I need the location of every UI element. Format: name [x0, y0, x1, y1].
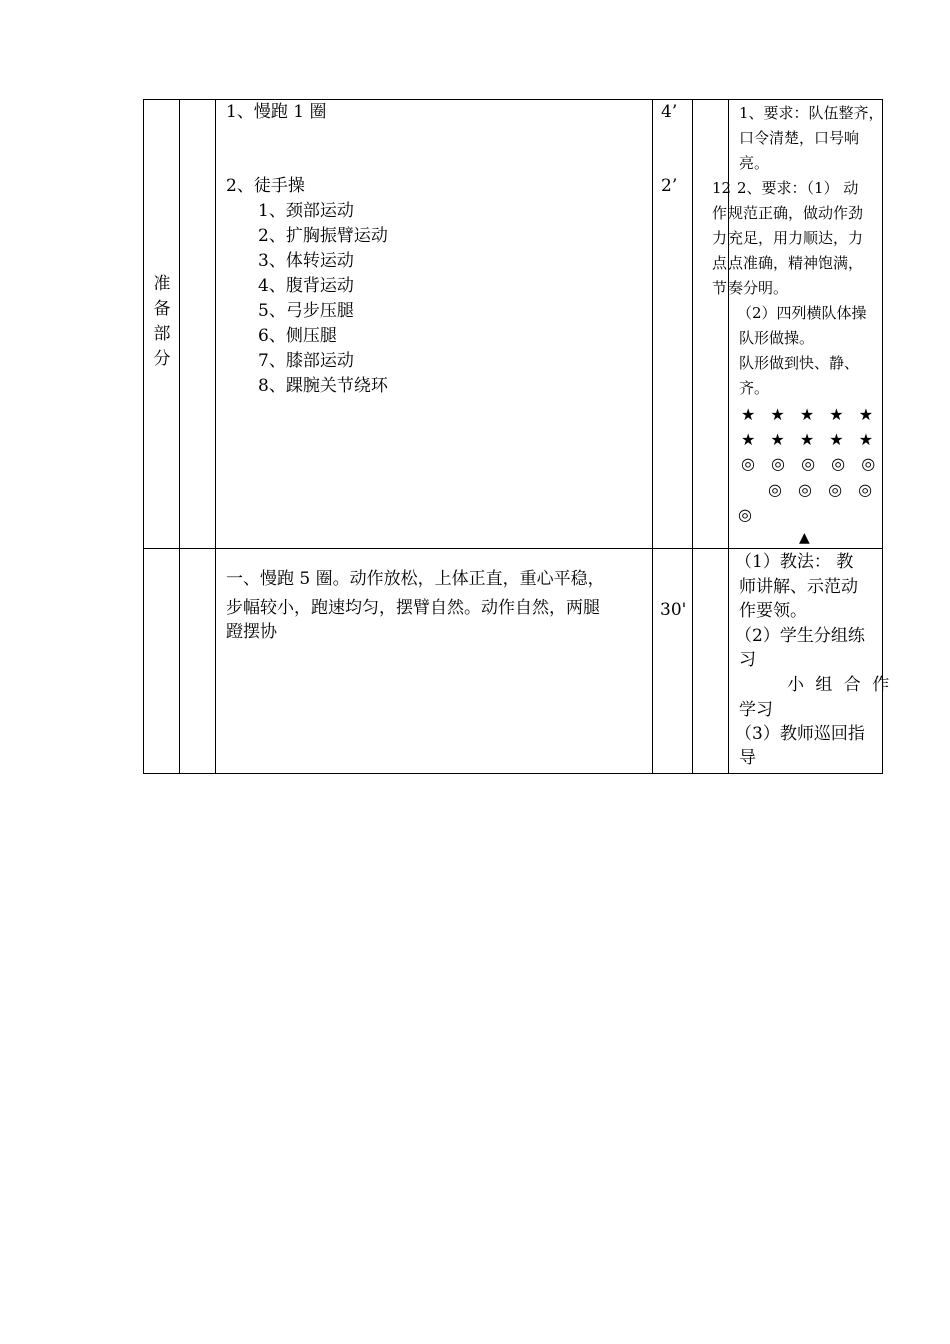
note-line: 导 [739, 748, 756, 768]
table-bottom-border [143, 773, 883, 774]
column-divider [179, 99, 180, 774]
time-value: 30' [660, 600, 687, 620]
note-line: 学习 [739, 700, 773, 720]
formation-row-students: ★ ★ ★ ★ ★ [741, 430, 874, 449]
time-value: 4’ [661, 102, 678, 122]
column-divider [652, 99, 653, 774]
section-label-char: 准 [153, 274, 171, 294]
note-line: （2）四列横队体操 [737, 304, 867, 322]
note-line: 奏分明。 [728, 279, 789, 297]
note-line: 队形做到快、静、 [739, 354, 860, 372]
teacher-marker-icon: ▲ [799, 530, 810, 546]
note-line: （1）教法： 教 [735, 552, 854, 572]
formation-row-circles: ◎ ◎ ◎ ◎ ◎ [741, 454, 876, 473]
row-divider [143, 548, 883, 549]
note-line: 1、要求：队伍整齐， [739, 104, 884, 122]
exercise-item: 5、弓步压腿 [258, 301, 354, 321]
overflow-char: 节 [712, 279, 728, 297]
exercise-item: 2、扩胸振臂运动 [258, 226, 388, 246]
note-line: 亮。 [739, 154, 770, 172]
section-label [150, 272, 174, 372]
formation-row-circles: ◎ ◎ ◎ ◎ [768, 480, 873, 499]
section-label-char: 分 [153, 349, 171, 369]
note-line: 队形做操。 [739, 329, 815, 347]
content-line: 蹬摆协 [226, 622, 277, 642]
section-label-char: 备 [153, 299, 171, 319]
content-line: 步幅较小，跑速均匀，摆臂自然。动作自然，两腿 [226, 598, 600, 618]
column-divider [692, 99, 693, 774]
exercise-item: 7、膝部运动 [258, 351, 354, 371]
exercise-item: 8、踝腕关节绕环 [258, 376, 388, 396]
note-line: （3）教师巡回指 [735, 724, 865, 744]
note-line: 习 [739, 650, 756, 670]
exercise-item: 4、腹背运动 [258, 276, 354, 296]
note-line: 2、要求：（1） 动 [737, 179, 859, 197]
content-line: 一、慢跑 5 圈。动作放松，上体正直，重心平稳， [226, 569, 605, 589]
note-line: 充足，用力顺达，力 [728, 229, 864, 247]
note-line: 口令清楚，口号响 [739, 129, 860, 147]
content-item: 1、慢跑 1 圈 [226, 102, 327, 122]
overflow-char: 力 [712, 229, 728, 247]
formation-row-students: ★ ★ ★ ★ ★ [741, 405, 874, 424]
exercise-item: 3、体转运动 [258, 251, 354, 271]
table-left-border [143, 99, 144, 774]
note-line: 齐。 [739, 379, 770, 397]
exercise-item: 6、侧压腿 [258, 326, 337, 346]
content-item: 2、徒手操 [226, 176, 305, 196]
exercise-item: 1、颈部运动 [258, 201, 354, 221]
overflow-char: 点 [712, 254, 728, 272]
note-line: 规范正确，做动作劲 [728, 204, 864, 222]
note-line: 作要领。 [739, 601, 807, 621]
section-label-char: 部 [153, 324, 171, 344]
overflow-char: 作 [712, 204, 728, 222]
count-value: 12 [712, 179, 732, 197]
note-line: 师讲解、示范动 [739, 577, 858, 597]
time-value: 2’ [661, 176, 678, 196]
note-line: 点准确，精神饱满， [728, 254, 864, 272]
note-line: （2）学生分组练 [735, 626, 865, 646]
note-line: 小 组 合 作 [787, 675, 893, 695]
column-divider [215, 99, 216, 774]
formation-row-circles: ◎ [738, 505, 752, 524]
